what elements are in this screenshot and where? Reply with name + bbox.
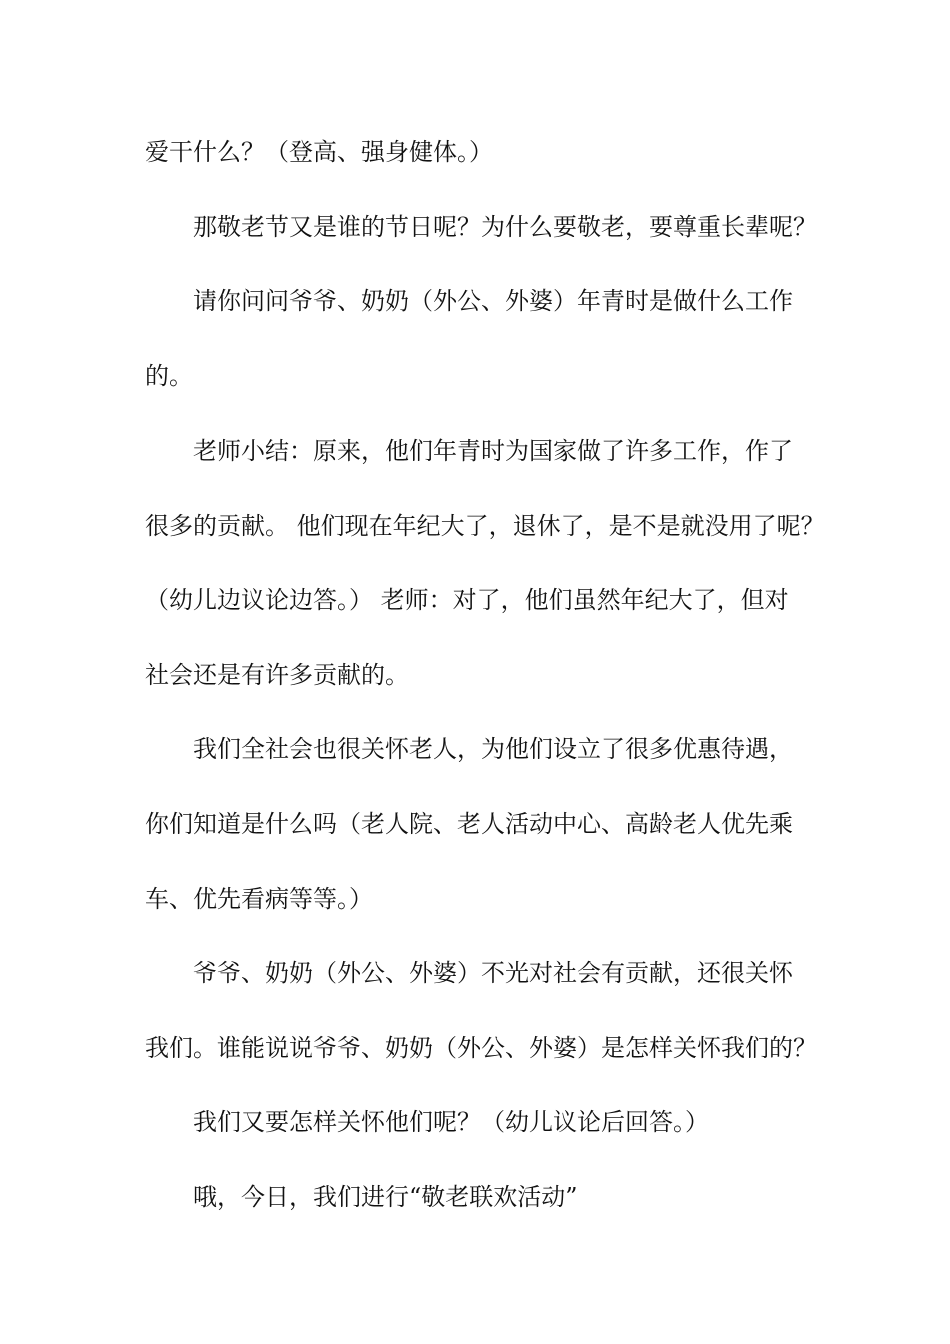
text-line: 哦，今日，我们进行“敬老联欢活动” xyxy=(193,1183,578,1211)
text-line: 车、优先看病等等。） xyxy=(145,885,373,913)
text-line: 我们。谁能说说爷爷、奶奶（外公、外婆）是怎样关怀我们的？ xyxy=(145,1034,817,1062)
text-line: 那敬老节又是谁的节日呢？为什么要敬老，要尊重长辈呢？ xyxy=(193,213,817,241)
text-line: 很多的贡献。 他们现在年纪大了，退休了，是不是就没用了呢？ xyxy=(145,512,825,540)
text-line: 老师小结：原来，他们年青时为国家做了许多工作，作了 xyxy=(193,437,793,465)
text-line: 的。 xyxy=(145,362,193,390)
text-line: 爷爷、奶奶（外公、外婆）不光对社会有贡献，还很关怀 xyxy=(193,959,793,987)
text-line: 你们知道是什么吗（老人院、老人活动中心、高龄老人优先乘 xyxy=(145,810,793,838)
text-line: （幼儿边议论边答。） 老师：对了，他们虽然年纪大了，但对 xyxy=(145,586,789,614)
text-line: 社会还是有许多贡献的。 xyxy=(145,661,409,689)
text-line: 我们全社会也很关怀老人，为他们设立了很多优惠待遇， xyxy=(193,735,793,763)
text-line: 爱干什么？（登高、强身健体。） xyxy=(145,138,493,166)
text-line: 我们又要怎样关怀他们呢？（幼儿议论后回答。） xyxy=(193,1108,709,1136)
text-line: 请你问问爷爷、奶奶（外公、外婆）年青时是做什么工作 xyxy=(193,287,793,315)
